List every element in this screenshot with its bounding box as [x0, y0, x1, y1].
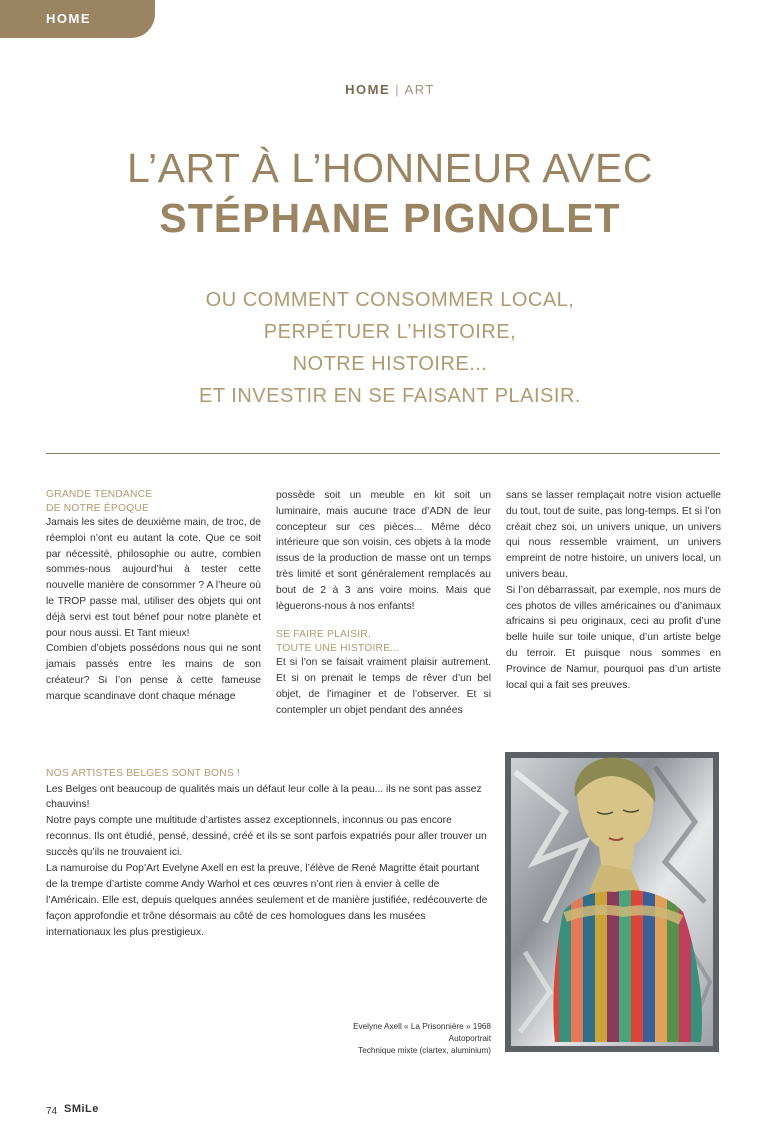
caption-line-2: Autoportrait: [448, 1034, 491, 1043]
subtitle: [0, 284, 780, 412]
kicker-section: ART: [404, 82, 435, 97]
subtitle-line: OU COMMENT CONSOMMER LOCAL,: [205, 289, 575, 311]
page-title: [0, 143, 780, 243]
column-3-paragraph-1: sans se lasser remplaçait notre vision actuelle du tout, tout de suite, pas long-temps. Et si l’on créait chez soi, un univers unique, un univers qui nous ressemble vraiment, un univers empreint de notre histoire, un univers local, un univers beau.: [506, 490, 721, 580]
magazine-logo: SMiLe: [64, 1103, 99, 1115]
kicker-separator: |: [395, 82, 401, 97]
divider: [46, 453, 720, 454]
image-caption: [300, 1021, 491, 1057]
subtitle-line: NOTRE HISTOIRE...: [292, 353, 488, 375]
kicker-main: HOME: [345, 82, 391, 97]
artists-heading: NOS ARTISTES BELGES SONT BONS !: [46, 768, 241, 779]
subtitle-line: PERPÉTUER L’HISTOIRE,: [263, 321, 517, 343]
caption-line-1: Evelyne Axell « La Prisonnière » 1968: [353, 1022, 491, 1031]
page-number: 74: [46, 1106, 58, 1117]
artists-paragraph-1: Les Belges ont beaucoup de qualités mais un défaut leur colle à la peau... ils ne sont pas assez chauvins!: [46, 783, 482, 811]
column-2-heading-1: SE FAIRE PLAISIR,: [276, 629, 371, 641]
column-1-heading-2: DE NOTRE ÉPOQUE: [46, 502, 150, 514]
column-2-heading-2: TOUTE UNE HISTOIRE...: [276, 642, 400, 654]
column-1-paragraph-2: Combien d’objets possédons nous qui ne sont jamais passés entre les mains de son créateur? Si l’on pense à cette fameuse marque scandinave dont chaque ménage: [46, 643, 261, 702]
column-2: [276, 488, 491, 719]
section-tab-label: HOME: [46, 11, 91, 26]
column-3: [506, 488, 721, 693]
artists-paragraph-2: Notre pays compte une multitude d’artistes assez exceptionnels, inconnus ou pas encore reconnus. Ils ont étudié, pensé, dessiné, créé et ils se sont parfois expatriés pour aller trouver un succès qu’ils ne trouvaient ici.: [46, 815, 487, 859]
column-2-paragraph-1: possède soit un meuble en kit soit un luminaire, mais aucune trace d’ADN de leur concepteur sur ces pièces... Même déco intérieure que son voisin, ces objets à la mode issus de la production de masse ont un temps très limité et sont généralement remplacés au bout de 2 à 3 ans voire moins. Mais que lèguerons-nous à nos enfants!: [276, 490, 491, 612]
kicker: [0, 82, 780, 97]
painting-image: [505, 752, 719, 1052]
subtitle-line: ET INVESTIR EN SE FAISANT PLAISIR.: [199, 385, 581, 407]
column-1: [46, 488, 261, 705]
painting-artwork: [505, 752, 719, 1052]
artists-section: [46, 767, 492, 941]
title-line-2: STÉPHANE PIGNOLET: [159, 195, 621, 241]
section-tab: [0, 0, 155, 38]
column-2-paragraph-2: Et si l’on se faisait vraiment plaisir autrement. Et si on prenait le temps de rêver d’un bel objet, de l’imaginer et de l’observer. Et si contempler un objet pendant des années: [276, 657, 491, 716]
caption-line-3: Technique mixte (clartex, aluminium): [358, 1046, 491, 1055]
title-line-1: L’ART À L’HONNEUR AVEC: [127, 145, 653, 191]
column-1-heading-1: GRANDE TENDANCE: [46, 489, 153, 500]
artists-paragraph-3: La namuroise du Pop’Art Evelyne Axell en est la preuve, l’élève de René Magritte était pourtant de la trempe d’artiste comme Andy Warhol et ces œuvres n’ont rien à envier à celle de l’Américain. Elle est, depuis quelques années seulement et de manière justifiée, redécouverte de façon approfondie et trône désormais au côté de ces homologues dans les musées internationaux les plus prestigieux.: [46, 863, 488, 938]
column-3-paragraph-2: Si l’on débarrassait, par exemple, nos murs de ces photos de villes américaines ou d’animaux africains si peu originaux, ceci au profit d’une belle huile sur toile unique, d’un artiste belge du terroir. Et puisque nous sommes en Province de Namur, pourquoi pas d’un artiste local qui a fait ses preuves.: [506, 584, 721, 691]
column-1-paragraph-1: Jamais les sites de deuxième main, de troc, de réemploi n’ont eu autant la cote. Que ce soit par nécessité, philosophie ou autre, combien sommes-nous aujourd’hui à tester cette nouvelle manière de consommer ? A l’heure où le TROP passe mal, utiliser des objets qui ont déjà servi est tout bénef pour notre planète et pour nous aussi. Et Tant mieux!: [46, 517, 261, 639]
